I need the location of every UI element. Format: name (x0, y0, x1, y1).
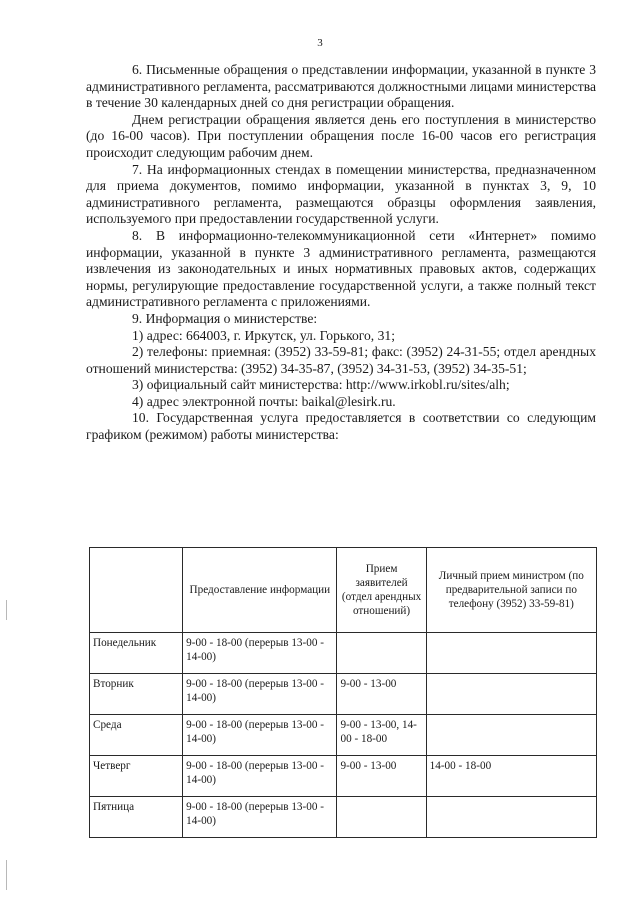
cell-day: Вторник (90, 674, 183, 715)
paragraph-10: 10. Государственная услуга предоставляется в соответствии со следующим графиком (режимом) работы министерства: (86, 410, 596, 443)
header-reception: Прием заявителей (отдел арендных отношений) (337, 548, 426, 633)
document-body (86, 62, 596, 444)
paragraph-8: 8. В информационно-телекоммуникационной сети «Интернет» помимо информации, указанной в пункте 3 административного регламента, размещаются извлечения из законодательных и иных нормативных правовых актов, содержащих нормы, регулирующие предоставление государственной услуги, а также полный текст административного регламента с приложениями. (86, 227, 596, 310)
cell-minister (426, 715, 596, 756)
cell-reception: 9-00 - 13-00, 14-00 - 18-00 (337, 715, 426, 756)
table-header-row (90, 548, 597, 633)
cell-minister: 14-00 - 18-00 (426, 756, 596, 797)
paragraph-9-phones: 2) телефоны: приемная: (3952) 33-59-81; факс: (3952) 24-31-55; отдел арендных отношений министерства: (3952) 34-35-87, (3952) 34-31-53, (3952) 34-35-51; (86, 344, 596, 376)
cell-day: Четверг (90, 756, 183, 797)
scan-margin-mark (6, 860, 7, 890)
paragraph-9: 9. Информация о министерстве: (132, 310, 318, 326)
cell-day: Пятница (90, 797, 183, 838)
cell-reception (337, 797, 426, 838)
header-minister: Личный прием министром (по предварительной записи по телефону (3952) 33-59-81) (426, 548, 596, 633)
table-row (90, 715, 597, 756)
paragraph-9-email: 4) адрес электронной почты: baikal@lesirk.ru. (132, 393, 396, 409)
paragraph-6: 6. Письменные обращения о представлении информации, указанной в пункте 3 административного регламента, рассматриваются должностными лицами министерства в течение 30 календарных дней со дня регистрации обращения. (86, 62, 596, 111)
cell-day: Понедельник (90, 633, 183, 674)
cell-reception: 9-00 - 13-00 (337, 674, 426, 715)
schedule-table (89, 547, 597, 838)
header-info: Предоставление информации (183, 548, 337, 633)
cell-info: 9-00 - 18-00 (перерыв 13-00 - 14-00) (183, 715, 337, 756)
cell-minister (426, 797, 596, 838)
paragraph-6-registration: Днем регистрации обращения является день его поступления в министерство (до 16-00 часов). При поступлении обращения после 16-00 часов его регистрация происходит следующим рабочим днем. (86, 111, 596, 160)
scan-margin-mark (6, 600, 7, 620)
cell-reception: 9-00 - 13-00 (337, 756, 426, 797)
cell-info: 9-00 - 18-00 (перерыв 13-00 - 14-00) (183, 633, 337, 674)
header-day (90, 548, 183, 633)
paragraph-9-address: 1) адрес: 664003, г. Иркутск, ул. Горького, 31; (132, 327, 395, 343)
cell-minister (426, 633, 596, 674)
paragraph-9-website: 3) официальный сайт министерства: http://www.irkobl.ru/sites/alh; (132, 377, 510, 393)
cell-reception (337, 633, 426, 674)
table-row (90, 674, 597, 715)
cell-minister (426, 674, 596, 715)
cell-info: 9-00 - 18-00 (перерыв 13-00 - 14-00) (183, 797, 337, 838)
cell-info: 9-00 - 18-00 (перерыв 13-00 - 14-00) (183, 674, 337, 715)
table-row (90, 633, 597, 674)
paragraph-7: 7. На информационных стендах в помещении министерства, предназначенном для приема документов, помимо информации, указанной в пунктах 3, 9, 10 административного регламента, размещаются образцы оформления заявления, используемого при предоставлении государственной услуги. (86, 161, 596, 227)
cell-day: Среда (90, 715, 183, 756)
cell-info: 9-00 - 18-00 (перерыв 13-00 - 14-00) (183, 756, 337, 797)
page-number: 3 (317, 37, 323, 49)
table-row (90, 797, 597, 838)
table-row (90, 756, 597, 797)
